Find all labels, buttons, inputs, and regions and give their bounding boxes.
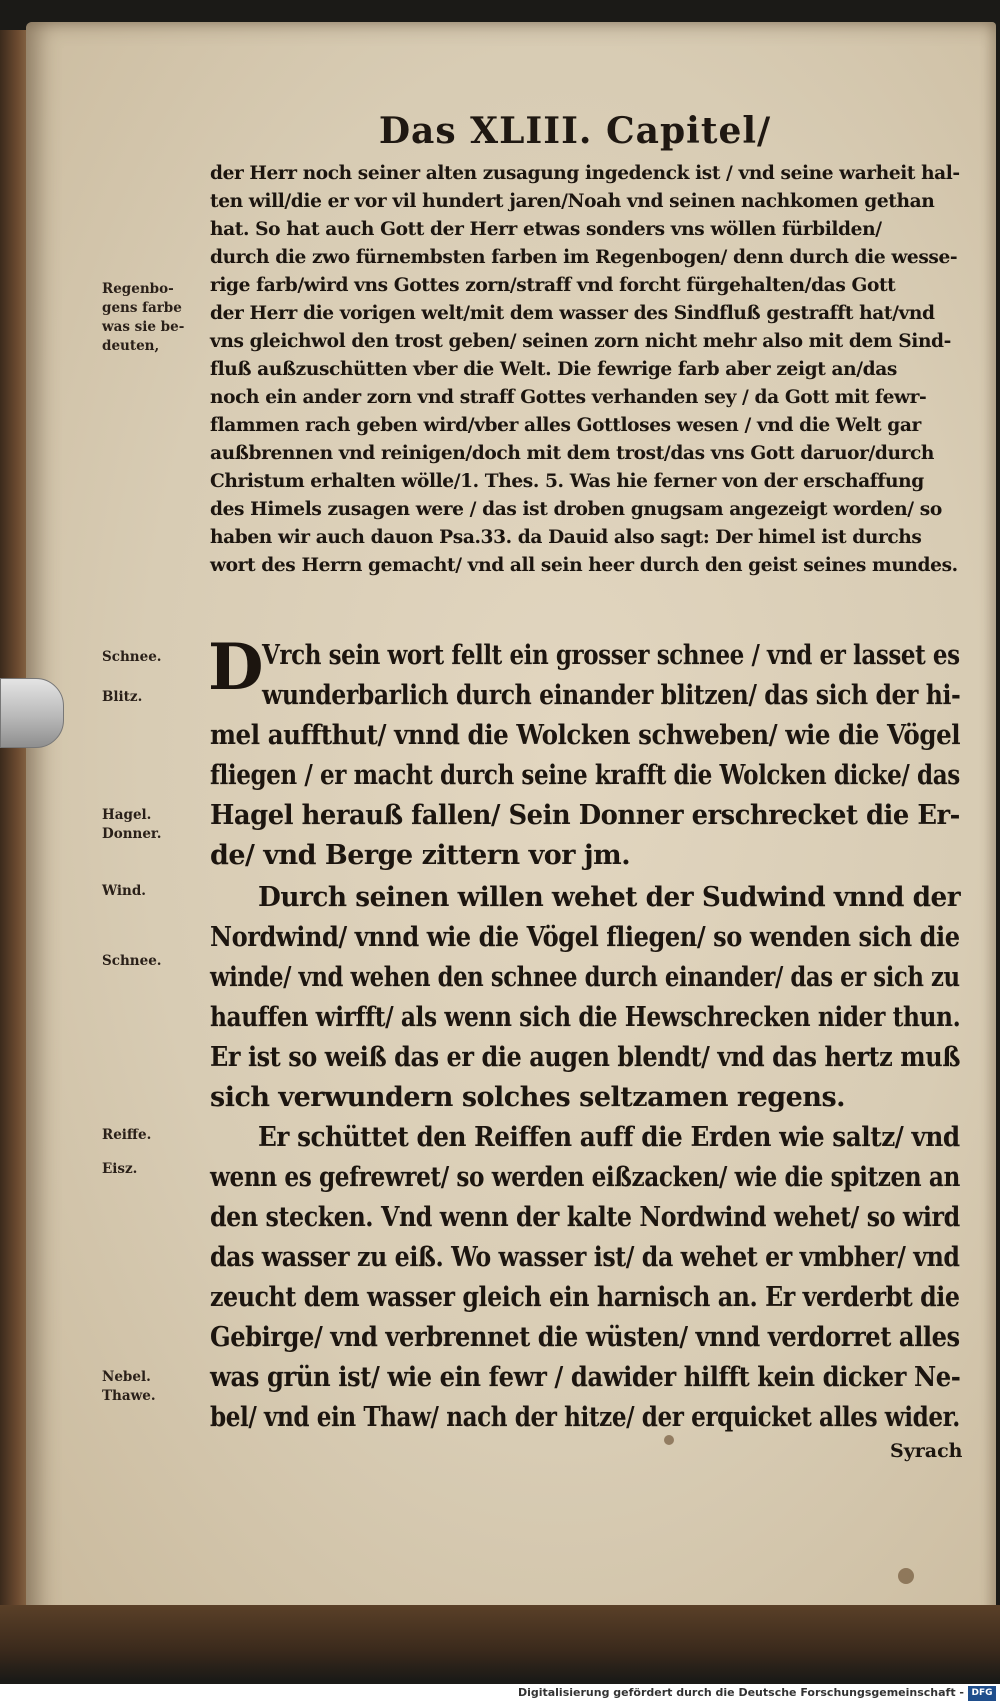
margin-note-wind: Wind. xyxy=(102,883,147,899)
chapter-title: Das XLIII. Capitel/ xyxy=(378,110,772,152)
scripture-line: wenn es gefrewret/ so werden eißzacken/ wie die spitzen an xyxy=(210,1162,960,1193)
commentary-line: wort des Herrn gemacht/ vnd all sein heer durch den geist seines mundes. xyxy=(210,555,958,576)
scripture-line: Er schüttet den Reiffen auff die Erden wie saltz/ vnd xyxy=(258,1122,960,1153)
scripture-line: wunderbarlich durch einander blitzen/ das sich der hi- xyxy=(262,680,961,711)
commentary-line: der Herr noch seiner alten zusagung ingedenck ist / vnd seine warheit hal- xyxy=(210,163,960,184)
commentary-line: ten will/die er vor vil hundert jaren/Noah vnd seinen nachkomen gethan xyxy=(210,191,935,212)
scripture-line: Hagel herauß fallen/ Sein Donner erschrecket die Er- xyxy=(210,800,960,831)
commentary-line: des Himels zusagen were / das ist droben gnugsam angezeigt worden/ so xyxy=(210,499,942,520)
scripture-line: de/ vnd Berge zittern vor jm. xyxy=(210,840,631,871)
scripture-line: den stecken. Vnd wenn der kalte Nordwind wehet/ so wird xyxy=(210,1202,960,1233)
footer-credit: Digitalisierung gefördert durch die Deutsche Forschungsgemeinschaft - xyxy=(517,1686,964,1699)
margin-note-regenbogen: Regenbo- gens farbe was sie be- deuten, xyxy=(102,281,185,354)
scripture-line: hauffen wirfft/ als wenn sich die Hewschrecken nider thun. xyxy=(210,1002,961,1033)
scripture-line: Durch seinen willen wehet der Sudwind vnnd der xyxy=(258,882,961,913)
commentary-line: durch die zwo fürnembsten farben im Regenbogen/ denn durch die wesse- xyxy=(210,247,958,268)
commentary-line: rige farb/wird vns Gottes zorn/straff vnd forcht fürgehalten/das Gott xyxy=(210,275,896,296)
scripture-line: Gebirge/ vnd verbrennet die wüsten/ vnnd verdorret alles xyxy=(210,1322,960,1353)
page-bottom-edge xyxy=(0,1605,1000,1680)
commentary-line: der Herr die vorigen welt/mit dem wasser des Sindfluß gestrafft hat/vnd xyxy=(210,303,935,324)
scripture-line: das wasser zu eiß. Wo wasser ist/ da wehet er vmbher/ vnd xyxy=(210,1242,960,1273)
scripture-line: winde/ vnd wehen den schnee durch einander/ das er sich zu xyxy=(210,962,960,993)
commentary-line: flammen rach geben wird/vber alles Gottloses wesen / vnd die Welt gar xyxy=(210,415,921,436)
margin-note-schnee: Schnee. xyxy=(102,649,162,665)
scripture-line: fliegen / er macht durch seine krafft die Wolcken dicke/ das xyxy=(210,760,960,791)
margin-note-blitz: Blitz. xyxy=(102,689,143,705)
scripture-line: Vrch sein wort fellt ein grosser schnee / vnd er lasset es xyxy=(262,640,960,671)
commentary-line: außbrennen vnd reinigen/doch mit dem trost/das vns Gott daruor/durch xyxy=(210,443,935,464)
chapter-header xyxy=(0,110,1000,152)
commentary-line: noch ein ander zorn vnd straff Gottes verhanden sey / da Gott mit fewr- xyxy=(210,387,927,408)
margin-note-reiffe: Reiffe. xyxy=(102,1127,152,1143)
scripture-line: bel/ vnd ein Thaw/ nach der hitze/ der erquicket alles wider. xyxy=(210,1402,960,1433)
commentary-line: hat. So hat auch Gott der Herr etwas sonders vns wöllen fürbilden/ xyxy=(210,219,882,240)
commentary-line: fluß außzuschütten vber die Welt. Die fewrige farb aber zeigt an/das xyxy=(210,359,897,380)
scripture-line: was grün ist/ wie ein fewr / dawider hilfft kein dicker Ne- xyxy=(210,1362,961,1393)
ink-stain xyxy=(664,1435,674,1445)
commentary-line: haben wir auch dauon Psa.33. da Dauid also sagt: Der himel ist durchs xyxy=(210,527,922,548)
margin-note-eisz: Eisz. xyxy=(102,1161,138,1177)
drop-cap: D xyxy=(208,630,264,705)
commentary-line: Christum erhalten wölle/1. Thes. 5. Was hie ferner von der erschaffung xyxy=(210,471,924,492)
scripture-line: sich verwundern solches seltzamen regens. xyxy=(210,1082,846,1113)
scripture-line: Er ist so weiß das er die augen blendt/ vnd das hertz muß xyxy=(210,1042,961,1073)
dfg-logo: DFG xyxy=(968,1686,996,1701)
scripture-line: Nordwind/ vnnd wie die Vögel fliegen/ so wenden sich die xyxy=(210,922,960,953)
page-clip xyxy=(0,678,64,748)
commentary-line: vns gleichwol den trost geben/ seinen zorn nicht mehr also mit dem Sind- xyxy=(210,331,951,352)
ink-stain xyxy=(898,1568,914,1584)
margin-note-hagel-donner: Hagel. Donner. xyxy=(102,807,162,842)
margin-note-nebel-thawe: Nebel. Thawe. xyxy=(102,1369,156,1404)
scripture-line: zeucht dem wasser gleich ein harnisch an. Er verderbt die xyxy=(210,1282,960,1313)
catchword: Syrach xyxy=(890,1440,963,1462)
margin-note-schnee-2: Schnee. xyxy=(102,953,162,969)
scripture-line: mel auffthut/ vnnd die Wolcken schweben/ wie die Vögel xyxy=(210,720,961,751)
footer-bar xyxy=(0,1684,1000,1704)
